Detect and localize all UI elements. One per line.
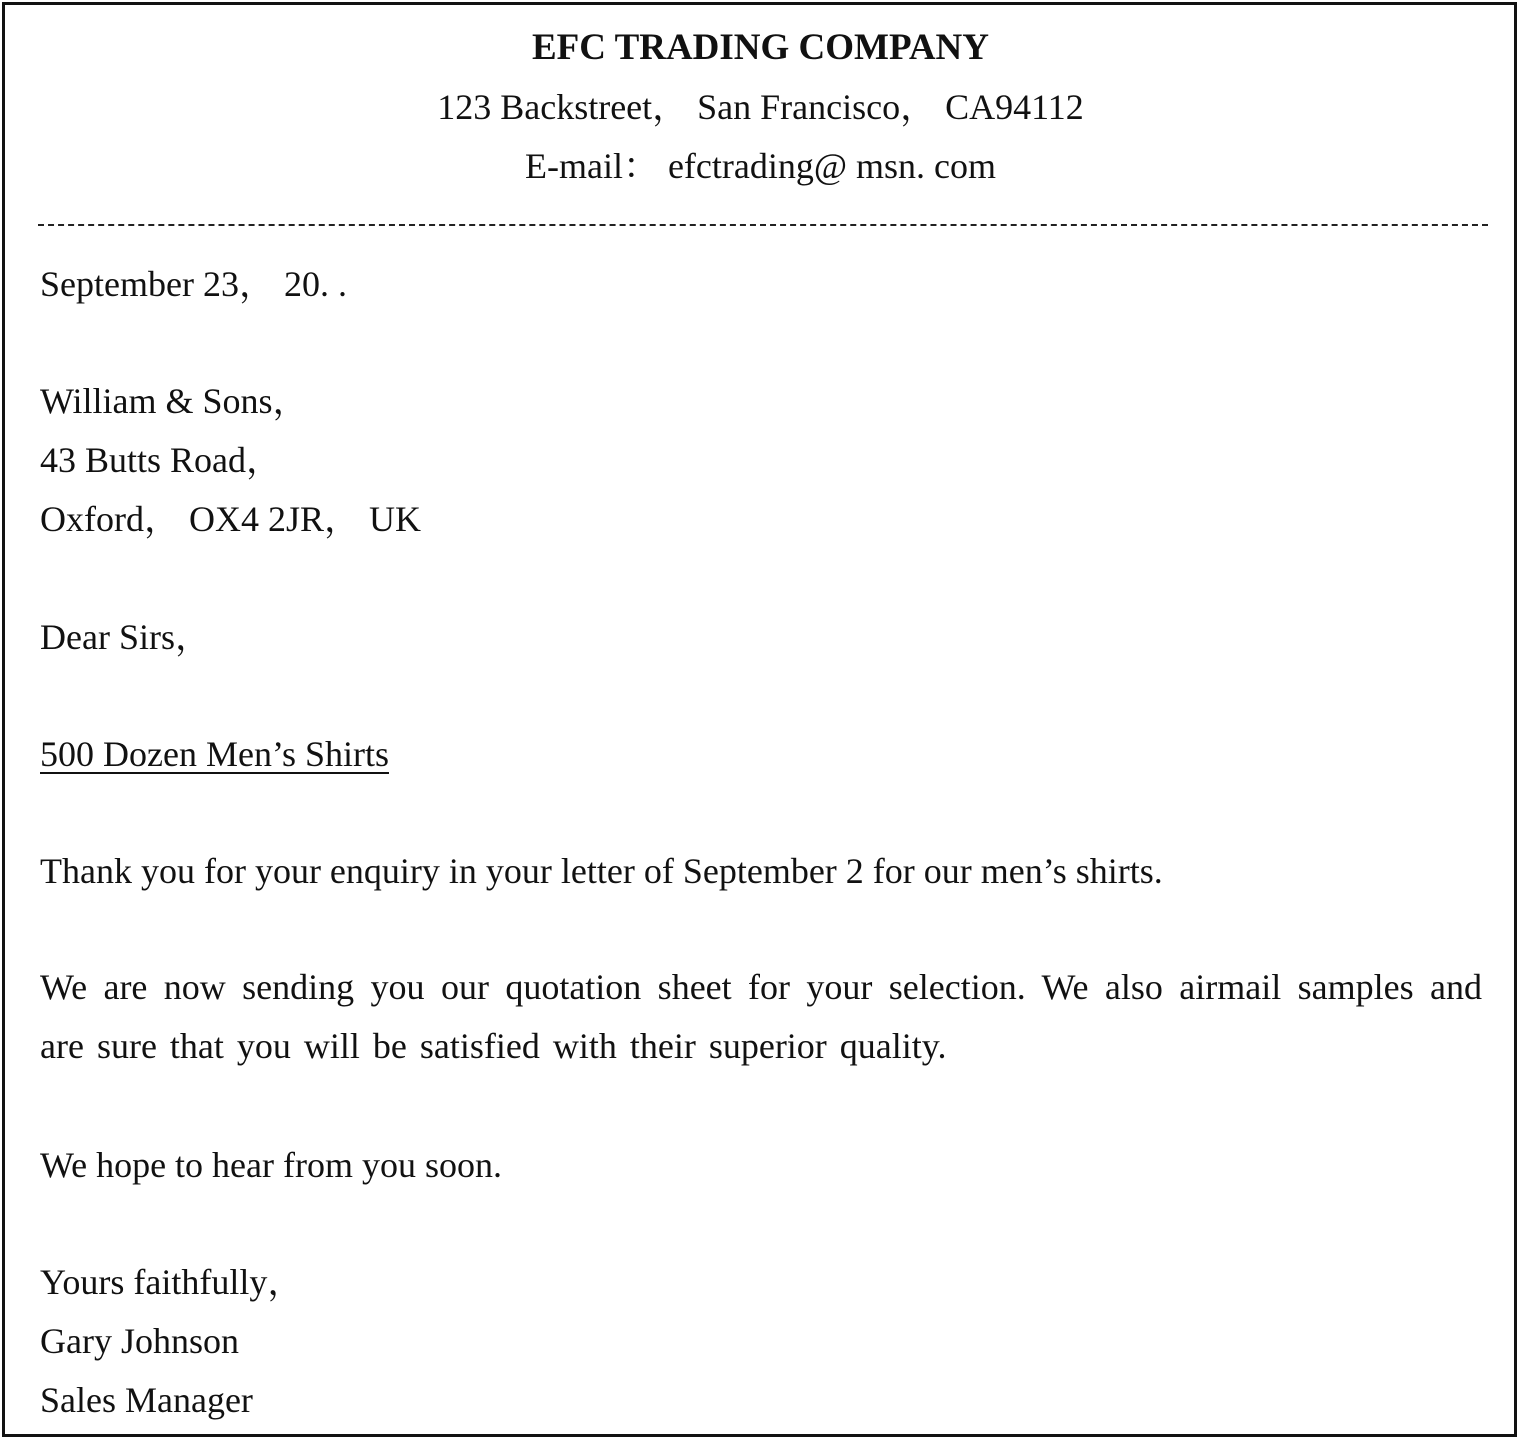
company-name: EFC TRADING COMPANY — [531, 27, 989, 68]
body-paragraph-3: We hope to hear from you soon. — [40, 1145, 502, 1185]
signer-title: Sales Manager — [40, 1380, 253, 1420]
salutation: Dear Sirs， — [40, 617, 211, 657]
recipient-city: Oxford， OX4 2JR， UK — [40, 499, 421, 539]
signer-name: Gary Johnson — [40, 1321, 239, 1361]
letter-frame — [2, 2, 1517, 1437]
subject-line: 500 Dozen Men’s Shirts — [40, 734, 389, 774]
company-address: 123 Backstreet， San Francisco， CA94112 — [437, 87, 1084, 127]
company-email: E-mail： efctrading@ msn. com — [524, 146, 997, 186]
letter-date: September 23， 20. . — [40, 264, 347, 304]
recipient-street: 43 Butts Road， — [40, 440, 283, 480]
complimentary-close: Yours faithfully， — [40, 1262, 304, 1302]
body-paragraph-2: We are now sending you our quotation sheet for your selection. We also airmail samples and are sure that you will be satisfied with their superior quality. — [40, 967, 1482, 1066]
recipient-name: William & Sons， — [40, 381, 309, 421]
body-paragraph-1: Thank you for your enquiry in your letter of September 2 for our men’s shirts. — [40, 851, 1163, 891]
header-divider — [38, 224, 1488, 226]
